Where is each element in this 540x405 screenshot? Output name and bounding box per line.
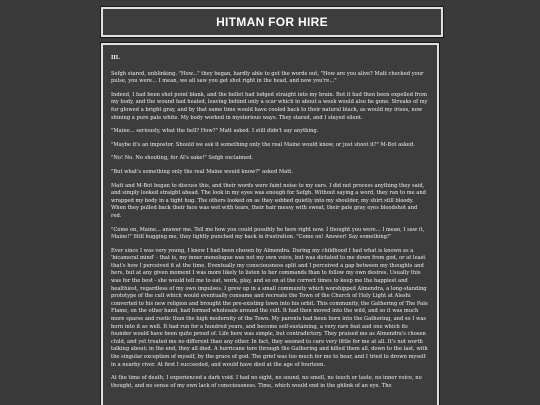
story-paragraph: Indeed, I had been shot point blank, and the bullet had lodged straight into my brain. But it had then been expelled from my body, and the wound had healed, leaving behind only a scar which in about a week would also be gone. Streaks of my fur glowed a bright gray, and by that same time would have cooled back to their natural black, as would my irises, now shining a pure pale white. My body worked in mysterious ways. They stared, and I stayed silent. <box>111 91 428 121</box>
story-paragraph: "Come on, Maine... answer me. Tell me how you could possibly be here right now. I thought you were... I mean, I saw it, Maine!" Still hugging me, they lightly punched my back in frustration. "Come on! Answer! Say something!" <box>111 226 425 241</box>
story-paragraph: "Maine... seriously, what the hell? How?" Matt asked. I still didn't say anything. <box>111 128 319 135</box>
story-paragraph: Sefgh stared, unblinking. "How..." they began, hardly able to get the words out, "How are you alive? Matt checked your pulse, you were... I mean, we all saw you get shot right in the head, and now you're..." <box>111 70 424 85</box>
story-title: HITMAN FOR HIRE <box>216 15 328 29</box>
story-title-banner <box>101 7 443 37</box>
story-paragraph: "Maybe it's an impostor. Should we ask it something only the real Maine would know, or just shoot it?" M-Bot asked. <box>111 141 415 148</box>
story-paragraph: At the time of death, I experienced a dark void. I had no sight, no sound, no smell, no touch or taste, no inner voice, no thought, and no sense of my own lack of consciousness. Time, which would end in the ghlink of an eye. The <box>111 375 422 389</box>
story-paragraph: Ever since I was very young, I knew I had been chosen by Almendra. During my childhood I had what is known as a 'bicameral mind' - that is, my inner monologue was not my own voice, but was dictated to me down from god, or at least that's how I perceived it at the time. Eventually my consciousness split and I perceived a gap between my thoughts and hers, but at any given moment I was more likely to listen to her commands than to follow my own desires. Usually this was for the best - she would tell me to eat, work, play, and so on at the correct times to keep me the happiest and healthiest, regardless of my own impulses. I grew up in a small community which worshipped Almendra, a long-standing prototype of the cult which would eventually consume and recreate the Town of the Church of Holy Light at Aleshi converted to his new religion and brought the pre-existing town into his orbit. This community, the Gathering of The Pale Flame, on the other hand, had formed wholesale around the cult. It had then moved into the wild, and so it was much more sparse and rustic than the high modernity of the Town. My parents had been born into the Gathering, and so I was born into it as well. It had run for a hundred years, and become self-sustaining, a very rare feat and one which its founder would have been quite proud of. Life here was simple, but contradictory. They praised me as Almendra's chosen child, and yet treated me no different than any other. In fact, they seemed to care very little for me at all. It's not worth talking about; in the end, they all died. A hurricane tore through the Gathering and killed them all, down to the last, with the singular exception of myself, by the grace of god. The grief was too much for me to bear, and I tried to drown myself in a nearby river. At first I succeeded, and would have died at the age of fourteen. <box>111 247 428 368</box>
story-paragraph: "No! No. No shooting, for Al's sake!" Sefgh exclaimed. <box>111 155 254 162</box>
story-paragraph: Matt and M-Bot began to discuss this, and their words were faint noise to my ears. I did not process anything they said, and simply looked straight ahead. The look in my eyes was enough for Sefgh. Without saying a word, they ran to me and wrapped my body in a tight hug. The others looked on as they sobbed quietly into my shoulder, my shirt still bloody. When they pulled back their face was wet with tears, their hair messy with sweat, their pale gray eyes bloodshot and red. <box>111 182 426 219</box>
story-paragraph: "But what's something only the real Maine would know?" asked Matt. <box>111 168 293 175</box>
chapter-heading: III. <box>111 55 121 61</box>
story-content-panel[interactable] <box>101 43 439 405</box>
